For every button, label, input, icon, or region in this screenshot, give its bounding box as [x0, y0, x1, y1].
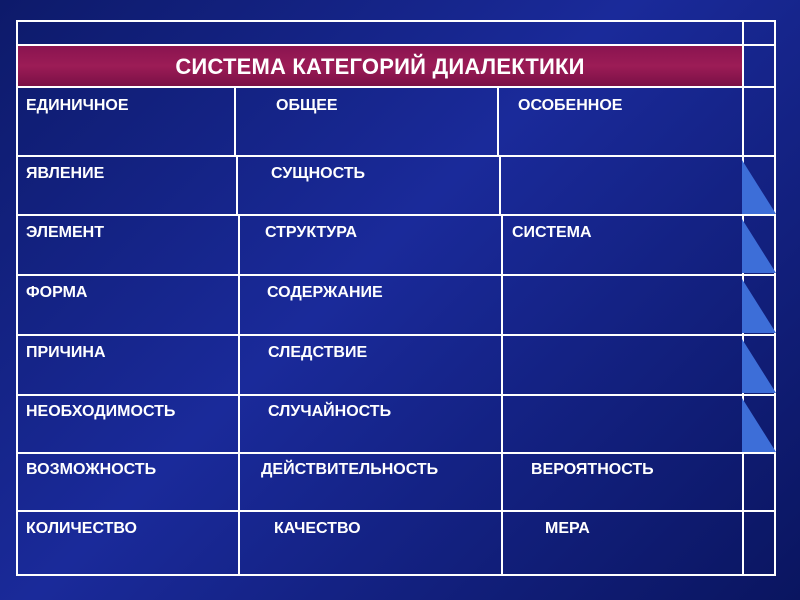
row-divider	[18, 86, 776, 88]
table-frame	[16, 20, 776, 576]
row-divider	[18, 214, 776, 216]
category-cell: СЛЕДСТВИЕ	[268, 344, 368, 361]
category-cell: ПРИЧИНА	[26, 344, 106, 361]
category-cell: ЕДИНИЧНОЕ	[26, 97, 129, 114]
category-cell: ОБЩЕЕ	[276, 97, 338, 114]
row-divider	[18, 510, 776, 512]
category-cell: СОДЕРЖАНИЕ	[267, 284, 383, 301]
category-cell: СИСТЕМА	[512, 224, 592, 241]
row-divider	[18, 44, 776, 46]
column-divider	[499, 157, 501, 214]
category-cell: СЛУЧАЙНОСТЬ	[268, 403, 392, 420]
category-cell: КАЧЕСТВО	[274, 520, 361, 537]
column-divider	[238, 396, 240, 452]
category-cell: ВОЗМОЖНОСТЬ	[26, 461, 157, 478]
category-cell: НЕОБХОДИМОСТЬ	[26, 403, 176, 420]
column-divider	[501, 454, 503, 510]
row-divider	[18, 155, 776, 157]
column-divider	[501, 336, 503, 394]
row-divider	[18, 274, 776, 276]
column-divider	[238, 454, 240, 510]
category-cell: ФОРМА	[26, 284, 88, 301]
column-divider	[501, 396, 503, 452]
category-cell: ОСОБЕННОЕ	[518, 97, 623, 114]
category-cell: КОЛИЧЕСТВО	[26, 520, 137, 537]
table-title: СИСТЕМА КАТЕГОРИЙ ДИАЛЕКТИКИ	[175, 54, 585, 79]
column-divider	[234, 88, 236, 155]
category-cell: СТРУКТУРА	[265, 224, 358, 241]
category-cell: ЭЛЕМЕНТ	[26, 224, 104, 241]
row-divider	[18, 334, 776, 336]
column-divider	[238, 336, 240, 394]
category-cell: СУЩНОСТЬ	[271, 165, 366, 182]
column-divider	[497, 88, 499, 155]
column-divider	[238, 216, 240, 274]
column-divider	[501, 216, 503, 274]
column-divider	[501, 512, 503, 576]
category-cell: ДЕЙСТВИТЕЛЬНОСТЬ	[261, 461, 439, 478]
category-cell: ВЕРОЯТНОСТЬ	[531, 461, 654, 478]
category-cell: МЕРА	[545, 520, 590, 537]
column-divider	[238, 512, 240, 576]
column-divider	[236, 157, 238, 214]
column-divider	[238, 276, 240, 334]
row-divider	[18, 452, 776, 454]
column-divider	[501, 276, 503, 334]
category-cell: ЯВЛЕНИЕ	[26, 165, 105, 182]
row-divider	[18, 394, 776, 396]
